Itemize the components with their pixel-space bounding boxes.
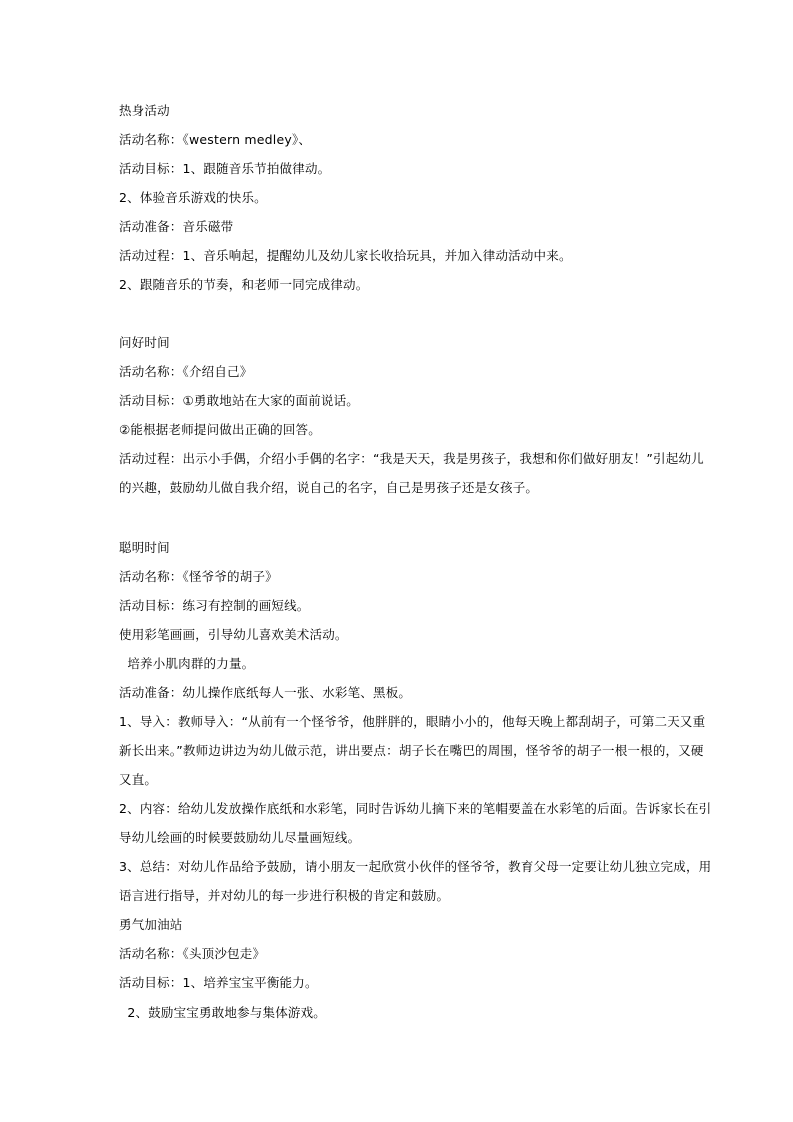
activity-name: 活动名称：《头顶沙包走》 bbox=[119, 946, 266, 961]
step-introduction-continued: 新长出来。”教师边讲边为幼儿做示范，讲出要点：胡子长在嘴巴的周围，怪爷爷的胡子一根一根的，又硬 bbox=[119, 743, 704, 758]
activity-process: 活动过程：出示小手偶，介绍小手偶的名字：“我是天天，我是男孩子，我想和你们做好朋友！”引起幼儿 bbox=[119, 451, 704, 466]
step-summary-continued: 语言进行指导，并对幼儿的每一步进行积极的肯定和鼓励。 bbox=[119, 888, 450, 903]
activity-preparation: 活动准备：音乐磁带 bbox=[119, 219, 234, 234]
activity-goal-item: 使用彩笔画画，引导幼儿喜欢美术活动。 bbox=[119, 627, 348, 642]
activity-name: 活动名称：《western medley》、 bbox=[119, 132, 312, 147]
section-heading-warmup: 热身活动 bbox=[119, 103, 170, 118]
step-summary: 3、总结：对幼儿作品给予鼓励，请小朋友一起欣赏小伙伴的怪爷爷，教育父母一定要让幼儿独立完成，用 bbox=[119, 859, 712, 874]
activity-process-continued: 的兴趣，鼓励幼儿做自我介绍，说自己的名字，自己是男孩子还是女孩子。 bbox=[119, 480, 539, 495]
step-introduction-continued: 又直。 bbox=[119, 772, 158, 787]
section-heading-courage-station: 勇气加油站 bbox=[119, 917, 183, 932]
activity-name: 活动名称：《怪爷爷的胡子》 bbox=[119, 569, 278, 584]
activity-goal: 活动目标：1、跟随音乐节拍做律动。 bbox=[119, 161, 331, 176]
section-heading-greeting: 问好时间 bbox=[119, 335, 170, 350]
activity-goal-item: ②能根据老师提问做出正确的回答。 bbox=[119, 422, 321, 437]
activity-goal-item: 培养小肌肉群的力量。 bbox=[119, 656, 255, 671]
activity-goal-item: 2、体验音乐游戏的快乐。 bbox=[119, 190, 267, 205]
activity-process: 活动过程：1、音乐响起，提醒幼儿及幼儿家长收拾玩具，并加入律动活动中来。 bbox=[119, 248, 572, 263]
step-content: 2、内容：给幼儿发放操作底纸和水彩笔，同时告诉幼儿摘下来的笔帽要盖在水彩笔的后面。告诉家长在引 bbox=[119, 801, 712, 816]
activity-goal: 活动目标：练习有控制的画短线。 bbox=[119, 598, 310, 613]
activity-goal: 活动目标：1、培养宝宝平衡能力。 bbox=[119, 975, 318, 990]
activity-preparation: 活动准备：幼儿操作底纸每人一张、水彩笔、黑板。 bbox=[119, 685, 412, 700]
section-heading-smart-time: 聪明时间 bbox=[119, 540, 170, 555]
step-content-continued: 导幼儿绘画的时候要鼓励幼儿尽量画短线。 bbox=[119, 830, 361, 845]
activity-goal: 活动目标：①勇敢地站在大家的面前说话。 bbox=[119, 393, 360, 408]
activity-process-item: 2、跟随音乐的节奏，和老师一同完成律动。 bbox=[119, 277, 369, 292]
activity-goal-item: 2、鼓励宝宝勇敢地参与集体游戏。 bbox=[119, 1005, 327, 1020]
step-introduction: 1、导入：教师导入：“从前有一个怪爷爷，他胖胖的，眼睛小小的，他每天晚上都刮胡子，可第二天又重 bbox=[119, 714, 706, 729]
activity-name: 活动名称：《介绍自己》 bbox=[119, 364, 253, 379]
